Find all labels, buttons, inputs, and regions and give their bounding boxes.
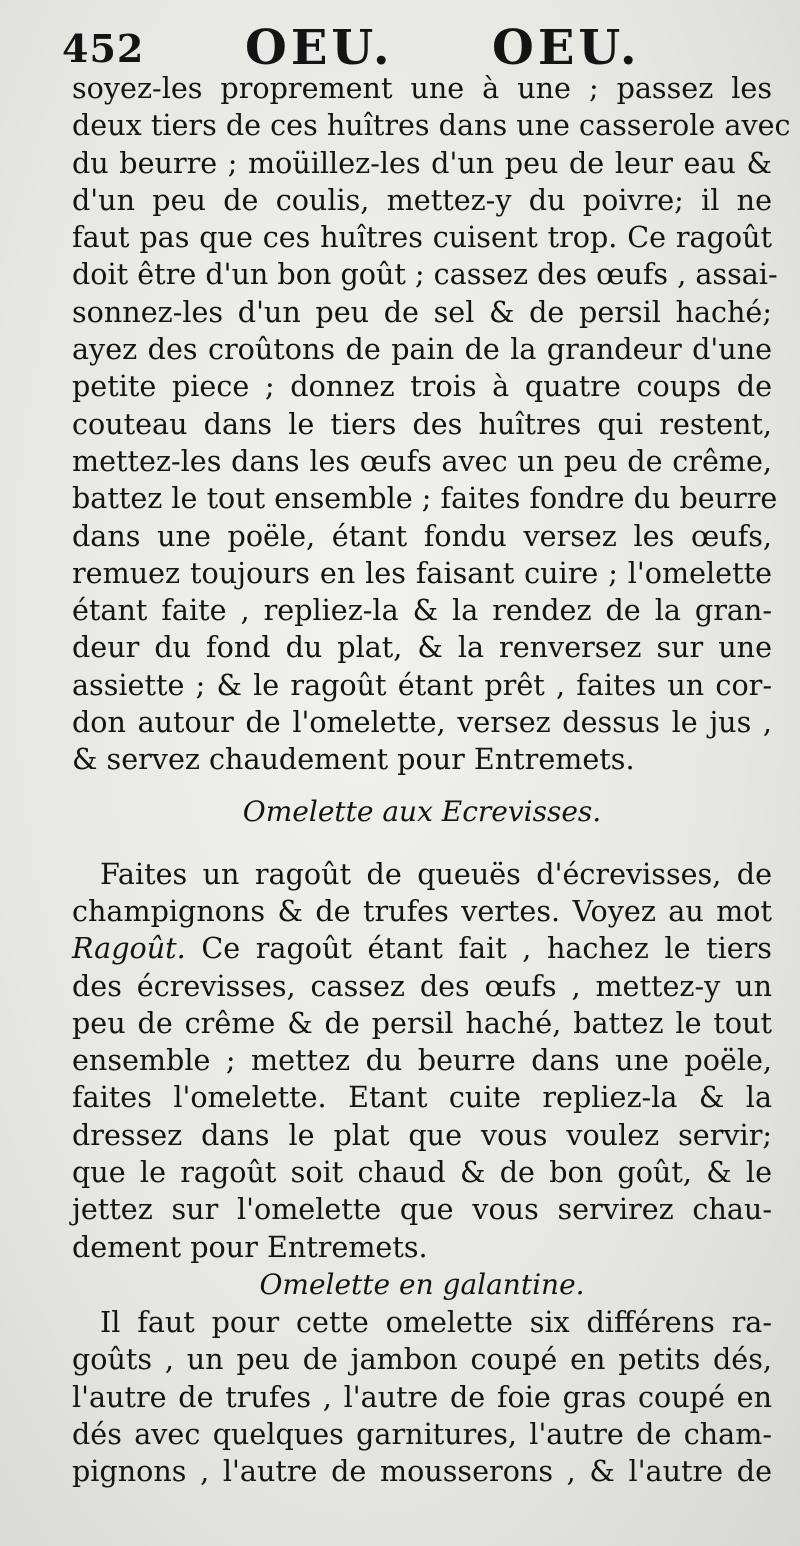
text-segment: Ce ragoût étant fait , hachez le tiers bbox=[185, 931, 772, 966]
text-line: dés avec quelques garnitures, l'autre de cham- bbox=[72, 1416, 772, 1451]
text-line: deux tiers de ces huîtres dans une casserole avec bbox=[72, 108, 791, 143]
text-line: des écrevisses, cassez des œufs , mettez-y un bbox=[72, 968, 772, 1003]
text-line: mettez-les dans les œufs avec un peu de crême, bbox=[72, 443, 772, 478]
page-body bbox=[72, 70, 791, 1490]
text-line: faites l'omelette. Etant cuite repliez-la & la bbox=[72, 1080, 772, 1115]
recipe-heading-galantine: Omelette en galantine. bbox=[259, 1267, 585, 1301]
paragraph-galantine bbox=[72, 1304, 772, 1490]
text-line: Faites un ragoût de queuës d'écrevisses, de bbox=[100, 856, 772, 891]
text-line: champignons & de trufes vertes. Voyez au mot bbox=[72, 893, 772, 928]
text-line: étant faite , repliez-la & la rendez de la gran- bbox=[72, 593, 772, 628]
text-line: don autour de l'omelette, versez dessus le jus , bbox=[72, 705, 772, 740]
text-line: jettez sur l'omelette que vous servirez chau- bbox=[72, 1192, 772, 1227]
text-line: du beurre ; moüillez-les d'un peu de leur eau & bbox=[72, 145, 772, 180]
text-line: Il faut pour cette omelette six différens ra- bbox=[100, 1304, 772, 1339]
paragraph-continued bbox=[72, 70, 791, 779]
text-line: dressez dans le plat que vous voulez servir; bbox=[72, 1117, 772, 1152]
text-line bbox=[72, 930, 772, 967]
text-line: doit être d'un bon goût ; cassez des œufs , assai- bbox=[72, 257, 778, 292]
text-line: goûts , un peu de jambon coupé en petits dés, bbox=[72, 1342, 772, 1377]
page-header bbox=[62, 18, 760, 76]
running-head-right: OEU. bbox=[492, 20, 641, 76]
text-line: remuez toujours en les faisant cuire ; l'omelette bbox=[72, 555, 772, 590]
text-line: faut pas que ces huîtres cuisent trop. Ce ragoût bbox=[72, 220, 772, 255]
text-line: ayez des croûtons de pain de la grandeur d'une bbox=[72, 332, 772, 367]
text-line: petite piece ; donnez trois à quatre coups de bbox=[72, 369, 772, 404]
running-head-left: OEU. bbox=[245, 20, 394, 76]
text-line: pignons , l'autre de mousserons , & l'autre de bbox=[72, 1454, 772, 1489]
text-line: l'autre de trufes , l'autre de foie gras coupé en bbox=[72, 1379, 772, 1414]
italic-word: Ragoût. bbox=[72, 931, 186, 966]
text-line: d'un peu de coulis, mettez-y du poivre; il ne bbox=[72, 182, 772, 217]
text-line: soyez-les proprement une à une ; passez les bbox=[72, 71, 772, 105]
text-line: & servez chaudement pour Entremets. bbox=[72, 742, 635, 777]
text-line: dans une poële, étant fondu versez les œufs, bbox=[72, 518, 772, 553]
text-line: peu de crême & de persil haché, battez le tout bbox=[72, 1005, 772, 1040]
text-line: dement pour Entremets. bbox=[72, 1229, 428, 1264]
recipe-heading-ecrevisses: Omelette aux Ecrevisses. bbox=[242, 794, 602, 828]
text-line: assiette ; & le ragoût étant prêt , faites un cor- bbox=[72, 667, 772, 702]
text-line: que le ragoût soit chaud & de bon goût, & le bbox=[72, 1155, 772, 1190]
text-line: sonnez-les d'un peu de sel & de persil haché; bbox=[72, 294, 772, 329]
page-number: 452 bbox=[62, 26, 145, 71]
text-line: ensemble ; mettez du beurre dans une poële, bbox=[72, 1043, 772, 1078]
text-line: deur du fond du plat, & la renversez sur une bbox=[72, 630, 772, 665]
paragraph-ecrevisses bbox=[72, 856, 772, 1266]
text-line: battez le tout ensemble ; faites fondre du beurre bbox=[72, 481, 778, 516]
text-line: couteau dans le tiers des huîtres qui restent, bbox=[72, 406, 772, 441]
